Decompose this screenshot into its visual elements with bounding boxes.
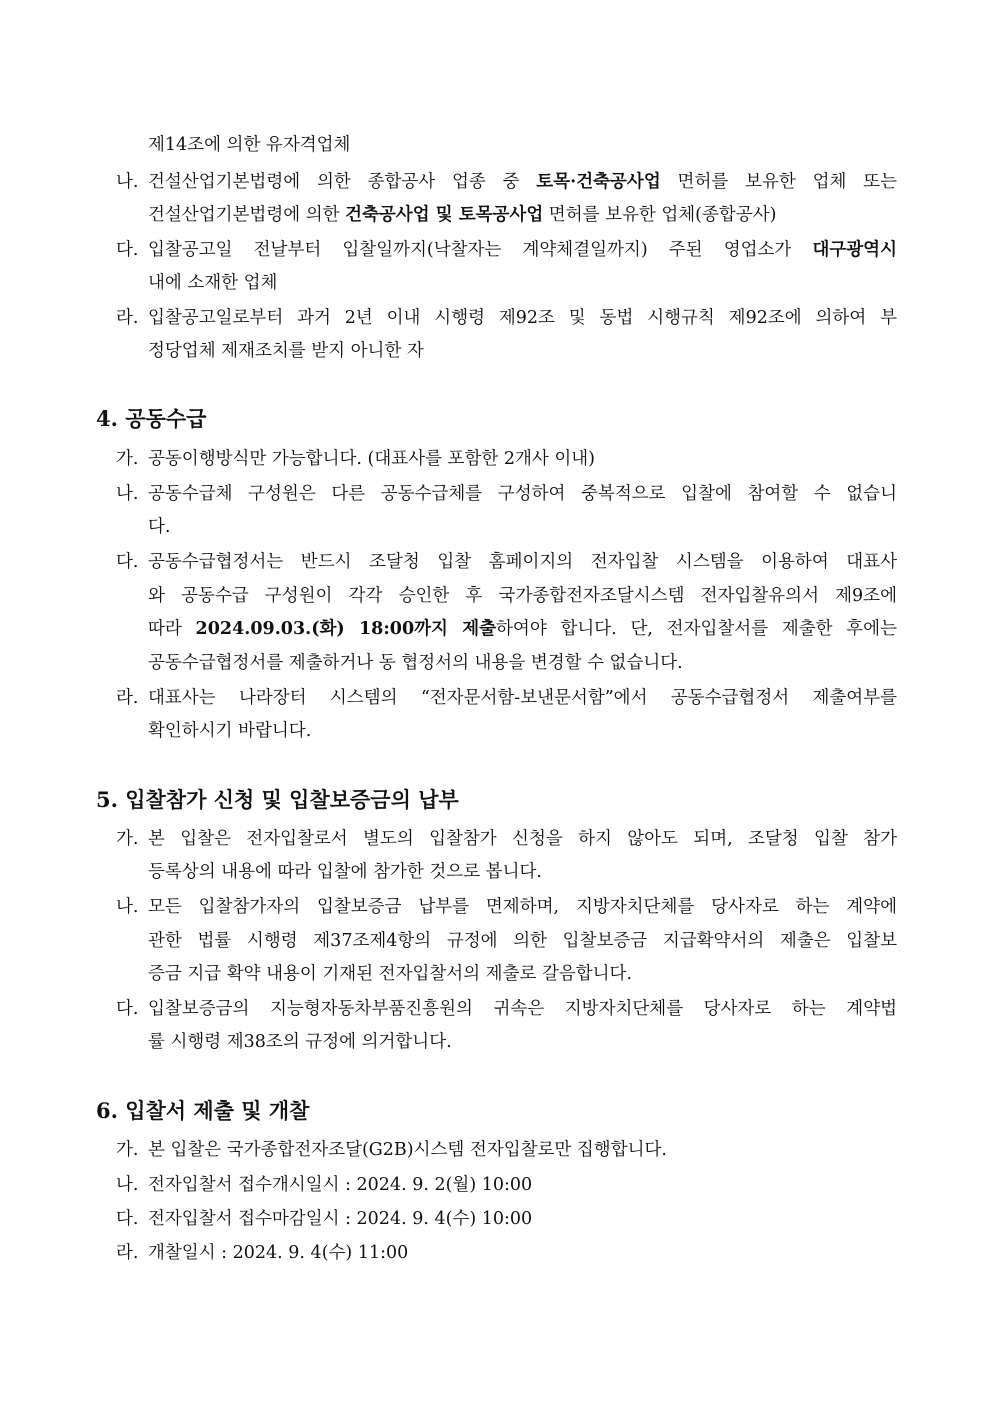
- s6-item-da-line1: 전자입찰서 접수마감일시 : 2024. 9. 4(수) 10:00: [148, 1209, 533, 1229]
- s4-item-na-line1: 공동수급체 구성원은 다른 공동수급체를 구성하여 중복적으로 입찰에 참여할 수 없습니: [148, 484, 897, 504]
- section-4-heading: 4. 공동수급: [96, 406, 207, 431]
- s6-item-da-marker: 다.: [116, 1209, 139, 1229]
- s4-item-na-line2: 다.: [148, 517, 171, 537]
- s3-item-ra-marker: 라.: [116, 308, 139, 328]
- s3-item-da-line1: 입찰공고일 전날부터 입찰일까지(낙찰자는 계약체결일까지) 주된 영업소가 대구광역시: [148, 240, 897, 260]
- s4-item-da-marker: 다.: [116, 552, 139, 572]
- s5-item-na-line2: 관한 법률 시행령 제37조제4항의 규정에 의한 입찰보증금 지급확약서의 제출은 입찰보: [148, 931, 897, 951]
- s4-item-da-line4: 공동수급협정서를 제출하거나 동 협정서의 내용을 변경할 수 없습니다.: [148, 653, 683, 673]
- s3-item-ra-line1: 입찰공고일로부터 과거 2년 이내 시행령 제92조 및 동법 시행규칙 제92조에 의하여 부: [148, 308, 897, 328]
- s4-item-da-line1: 공동수급협정서는 반드시 조달청 입찰 홈페이지의 전자입찰 시스템을 이용하여 대표사: [148, 552, 897, 572]
- s5-item-ga-line2: 등록상의 내용에 따라 입찰에 참가한 것으로 봅니다.: [148, 862, 542, 882]
- s4-item-ra-line1: 대표사는 나라장터 시스템의 “전자문서함-보낸문서함”에서 공동수급협정서 제출여부를: [148, 688, 897, 708]
- s3-item-na-marker: 나.: [116, 172, 139, 192]
- s6-item-na-marker: 나.: [116, 1175, 139, 1195]
- s4-item-da-line2: 와 공동수급 구성원이 각각 승인한 후 국가종합전자조달시스템 전자입찰유의서 제9조에: [148, 586, 897, 606]
- s3-item-da-line2: 내에 소재한 업체: [148, 273, 278, 293]
- s3-item-ra-line2: 정당업체 제재조치를 받지 아니한 자: [148, 341, 424, 361]
- s5-item-ga-line1: 본 입찰은 전자입찰로서 별도의 입찰참가 신청을 하지 않아도 되며, 조달청 입찰 참가: [148, 829, 897, 849]
- s5-item-na-line1: 모든 입찰참가자의 입찰보증금 납부를 면제하며, 지방자치단체를 당사자로 하는 계약에: [148, 897, 897, 917]
- s6-item-na-line1: 전자입찰서 접수개시일시 : 2024. 9. 2(월) 10:00: [148, 1175, 533, 1195]
- s3-item-da-marker: 다.: [116, 240, 139, 260]
- s4-item-ra-line2: 확인하시기 바랍니다.: [148, 721, 312, 741]
- s5-item-ga-marker: 가.: [116, 829, 139, 849]
- s5-item-da-marker: 다.: [116, 999, 139, 1019]
- s3-item-na-line1: 건설산업기본법령에 의한 종합공사 업종 중 토목·건축공사업 면허를 보유한 업체 또는: [148, 172, 897, 192]
- s5-item-na-marker: 나.: [116, 897, 139, 917]
- s6-item-ra-marker: 라.: [116, 1243, 139, 1263]
- s6-item-ra-line1: 개찰일시 : 2024. 9. 4(수) 11:00: [148, 1243, 409, 1263]
- s5-item-da-line2: 률 시행령 제38조의 규정에 의거합니다.: [148, 1032, 452, 1052]
- section-5-heading: 5. 입찰참가 신청 및 입찰보증금의 납부: [96, 787, 459, 812]
- s6-item-ga-line1: 본 입찰은 국가종합전자조달(G2B)시스템 전자입찰로만 집행합니다.: [148, 1140, 667, 1160]
- s4-item-na-marker: 나.: [116, 484, 139, 504]
- s4-item-da-line3: 따라 2024.09.03.(화) 18:00까지 제출하여야 합니다. 단, 전자입찰서를 제출한 후에는: [148, 619, 897, 639]
- s3-continuation-line: 제14조에 의한 유자격업체: [148, 135, 351, 155]
- s5-item-na-line3: 증금 지급 확약 내용이 기재된 전자입찰서의 제출로 갈음합니다.: [148, 964, 633, 984]
- s6-item-ga-marker: 가.: [116, 1140, 139, 1160]
- s3-item-na-line2: 건설산업기본법령에 의한 건축공사업 및 토목공사업 면허를 보유한 업체(종합공사): [148, 205, 777, 225]
- s4-item-ga-marker: 가.: [116, 449, 139, 469]
- s4-item-ga-line1: 공동이행방식만 가능합니다. (대표사를 포함한 2개사 이내): [148, 449, 595, 469]
- s5-item-da-line1: 입찰보증금의 지능형자동차부품진흥원의 귀속은 지방자치단체를 당사자로 하는 계약법: [148, 999, 897, 1019]
- s4-item-ra-marker: 라.: [116, 688, 139, 708]
- section-6-heading: 6. 입찰서 제출 및 개찰: [96, 1098, 310, 1123]
